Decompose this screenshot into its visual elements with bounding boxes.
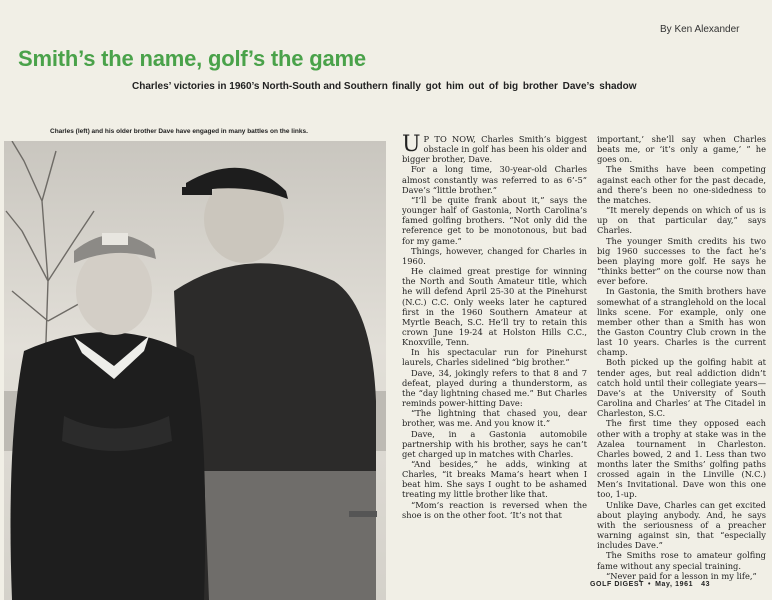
issue-date: May, 1961 (655, 581, 694, 588)
headline: Smith’s the name, golf’s the game (18, 46, 366, 71)
article-paragraph: “I’ll be quite frank about it,” says the younger half of Gastonia, North Carolina’s famed golfing brothers. “Not only did the reference get to be monotonous, but bad for my game.” (402, 194, 587, 246)
photo-illustration (4, 141, 386, 600)
deck-left: Charles’ victories in 1960’s North-South and Southern (132, 81, 388, 92)
byline: By Ken Alexander (660, 24, 740, 35)
article-paragraph: Both picked up the golfing habit at tender ages, but real addiction didn’t catch hold until their collegiate years—Dave’s at the University of South Carolina and Charles’ at The Citadel in Charleston, S.C. (597, 357, 766, 419)
article-paragraph (402, 134, 587, 164)
brothers-photo (4, 141, 386, 600)
page-number: 43 (701, 581, 711, 588)
article-paragraph: Dave, 34, jokingly refers to that 8 and 7 defeat, played during a thunderstorm, as the “day lightning chased me.” But Charles reminds power-hitting Dave: (402, 367, 587, 409)
article-paragraph: The Smiths have been competing against each other for the past decade, and there’s been no one-sidedness to the matches. (597, 164, 766, 205)
article-paragraph: Things, however, changed for Charles in 1960. (402, 245, 587, 266)
article-paragraph: The Smiths rose to amateur golfing fame without any special training. (597, 550, 766, 571)
article-paragraph: The first time they opposed each other with a trophy at stake was in the Azalea tournament in Charleston. Charles bowed, 2 and 1. Less than two months later the Smiths’ golfing paths crossed again in the Linville (N.C.) Men’s Invitational. Dave won this one too, 1-up. (597, 418, 766, 500)
article-paragraph: “And besides,” he adds, winking at Charles, “it breaks Mama’s heart when I beat him. She says I ought to be ashamed treating my little brother like that. (402, 459, 587, 500)
article-paragraph: He claimed great prestige for winning the North and South Amateur title, which he will defend April 25-30 at the Pinehurst (N.C.) C.C. Only weeks later he captured first in the 1960 Southern Amateur at Myrtle Beach, S.C. He’ll try to retain this crown June 19-24 at Holston Hills C.C., Knoxville, Tenn. (402, 266, 587, 348)
magazine-name: GOLF DIGEST (590, 581, 645, 588)
article-paragraph: “It merely depends on which of us is up on that particular day,” says Charles. (597, 205, 766, 236)
article-column-1 (402, 134, 587, 520)
article-paragraph: important,’ she’ll say when Charles beats me, or ‘it’s only a game,’ ” he goes on. (597, 134, 766, 165)
article-column-2 (597, 134, 766, 581)
article-paragraph: For a long time, 30-year-old Charles almost constantly was referred to as 6’-5” Dave’s “little brother.” (402, 164, 587, 195)
drop-cap: U (402, 132, 421, 157)
paragraph-text: P TO NOW, Charles Smith’s biggest obstacle in golf has been his older and bigger brother, Dave. (402, 134, 587, 165)
footer-bullet: • (648, 581, 652, 588)
article-paragraph: In Gastonia, the Smith brothers have somewhat of a stranglehold on the local links scene. For example, only one member other than a Smith has won the Gaston Country Club crown in the last 10 years. Charles is the current champ. (597, 286, 766, 358)
article-paragraph: “Mom’s reaction is reversed when the shoe is on the other foot. ‘It’s not that (402, 499, 587, 520)
article-paragraph: Dave, in a Gastonia automobile partnership with his brother, says he can’t get charged up in matches with Charles. (402, 428, 587, 459)
article-paragraph: In his spectacular run for Pinehurst laurels, Charles sidelined “big brother.” (402, 347, 587, 368)
photo-caption: Charles (left) and his older brother Dave have engaged in many battles on the links. (50, 128, 308, 135)
article-paragraph: “The lightning that chased you, dear brother, was me. And you know it.” (402, 408, 587, 429)
article-paragraph: “Never paid for a lesson in my life,” (606, 570, 757, 581)
deck-right: finally got him out of big brother Dave’s shadow (392, 81, 637, 92)
article-paragraph: Unlike Dave, Charles can get excited about playing anybody. And, he says with the seriousness of a preacher warning against sin, that “especially includes Dave.” (597, 499, 766, 551)
page-footer (590, 581, 710, 588)
article-paragraph: The younger Smith credits his two big 1960 successes to the fact he’s been playing more golf. He says he “thinks better” on the course now than ever before. (597, 235, 766, 287)
